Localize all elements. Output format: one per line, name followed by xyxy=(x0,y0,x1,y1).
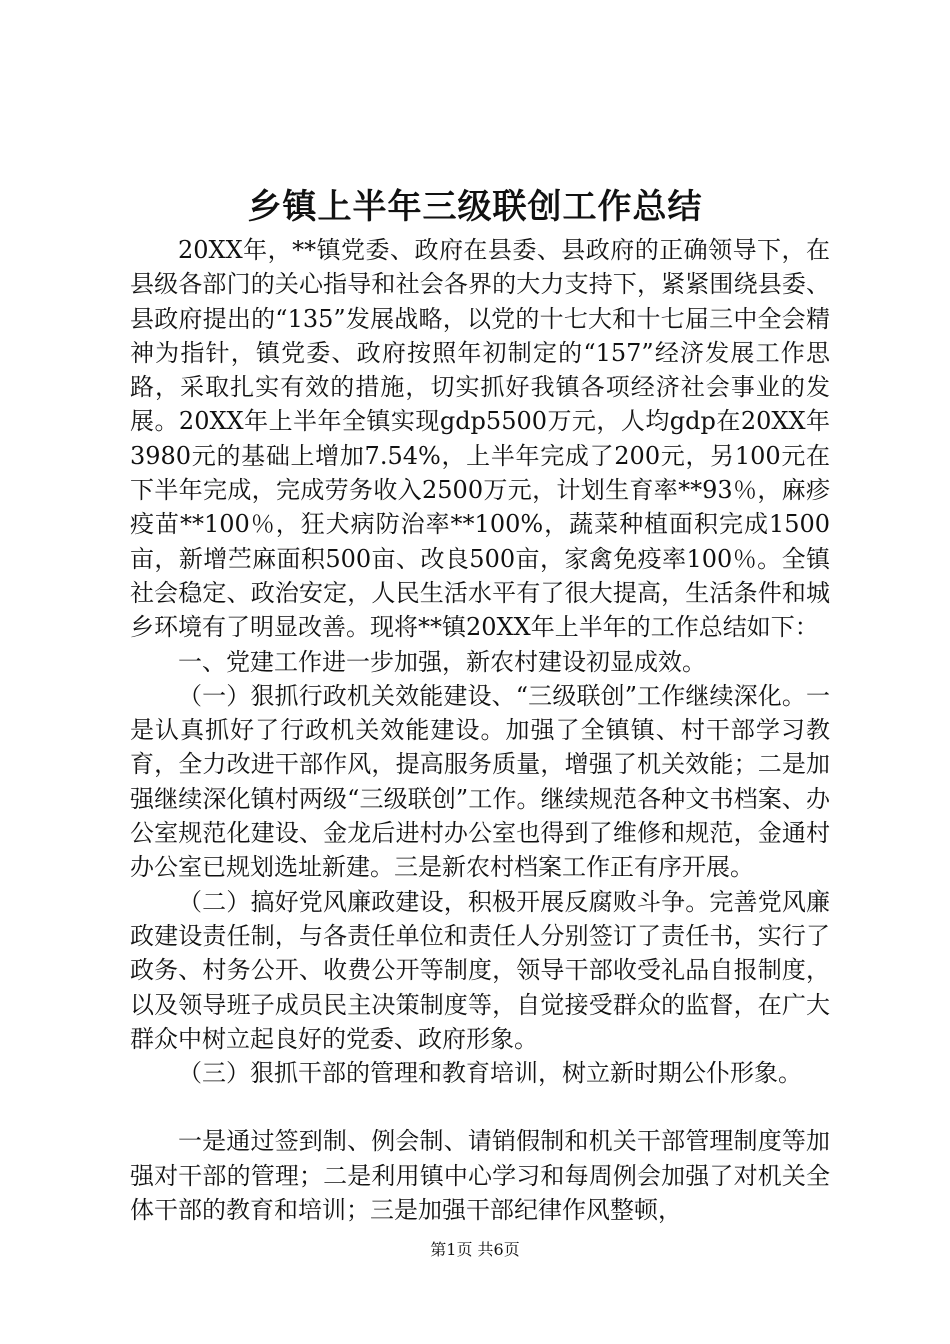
paragraph-subsection-1: （一）狠抓行政机关效能建设、“三级联创”工作继续深化。一是认真抓好了行政机关效能建设。加强了全镇镇、村干部学习教育，全力改进干部作风，提高服务质量，增强了机关效能；二是加强继续深化镇村两级“三级联创”工作。继续规范各种文书档案、办公室规范化建设、金龙后进村办公室也得到了维修和规范，金通村办公室已规划选址新建。三是新农村档案工作正有序开展。 xyxy=(130,681,830,882)
paragraph-section-heading: 一、党建工作进一步加强，新农村建设初显成效。 xyxy=(178,647,706,676)
document-title: 乡镇上半年三级联创工作总结 xyxy=(247,187,703,227)
paragraph-subsection-2: （二）搞好党风廉政建设，积极开展反腐败斗争。完善党风廉政建设责任制，与各责任单位和责任人分别签订了责任书，实行了政务、村务公开、收费公开等制度，领导干部收受礼品自报制度，以及领导班子成员民主决策制度等，自觉接受群众的监督，在广大群众中树立起良好的党委、政府形象。 xyxy=(130,887,830,1053)
paragraph-management: 一是通过签到制、例会制、请销假制和机关干部管理制度等加强对干部的管理；二是利用镇中心学习和每周例会加强了对机关全体干部的教育和培训；三是加强干部纪律作风整顿， xyxy=(130,1127,830,1225)
paragraph-subsection-3: （三）狠抓干部的管理和教育培训，树立新时期公仆形象。 xyxy=(178,1059,802,1088)
document-body xyxy=(130,233,830,1227)
paragraph-intro: 20XX年，**镇党委、政府在县委、县政府的正确领导下，在县级各部门的关心指导和社会各界的大力支持下，紧紧围绕县委、县政府提出的“135”发展战略，以党的十七大和十七届三中全会精神为指针，镇党委、政府按照年初制定的“157”经济发展工作思路，采取扎实有效的措施，切实抓好我镇各项经济社会事业的发展。20XX年上半年全镇实现gdp5500万元，人均gdp在20XX年3980元的基础上增加7.54%，上半年完成了200元，另100元在下半年完成，完成劳务收入2500万元，计划生育率**93％，麻疹疫苗**100％，狂犬病防治率**100%，蔬菜种植面积完成1500亩，新增苎麻面积500亩、改良500亩，家禽免疫率100％。全镇社会稳定、政治安定，人民生活水平有了很大提高，生活条件和城乡环境有了明显改善。现将**镇20XX年上半年的工作总结如下： xyxy=(130,236,830,642)
page-number-footer: 第1页 共6页 xyxy=(430,1240,520,1259)
